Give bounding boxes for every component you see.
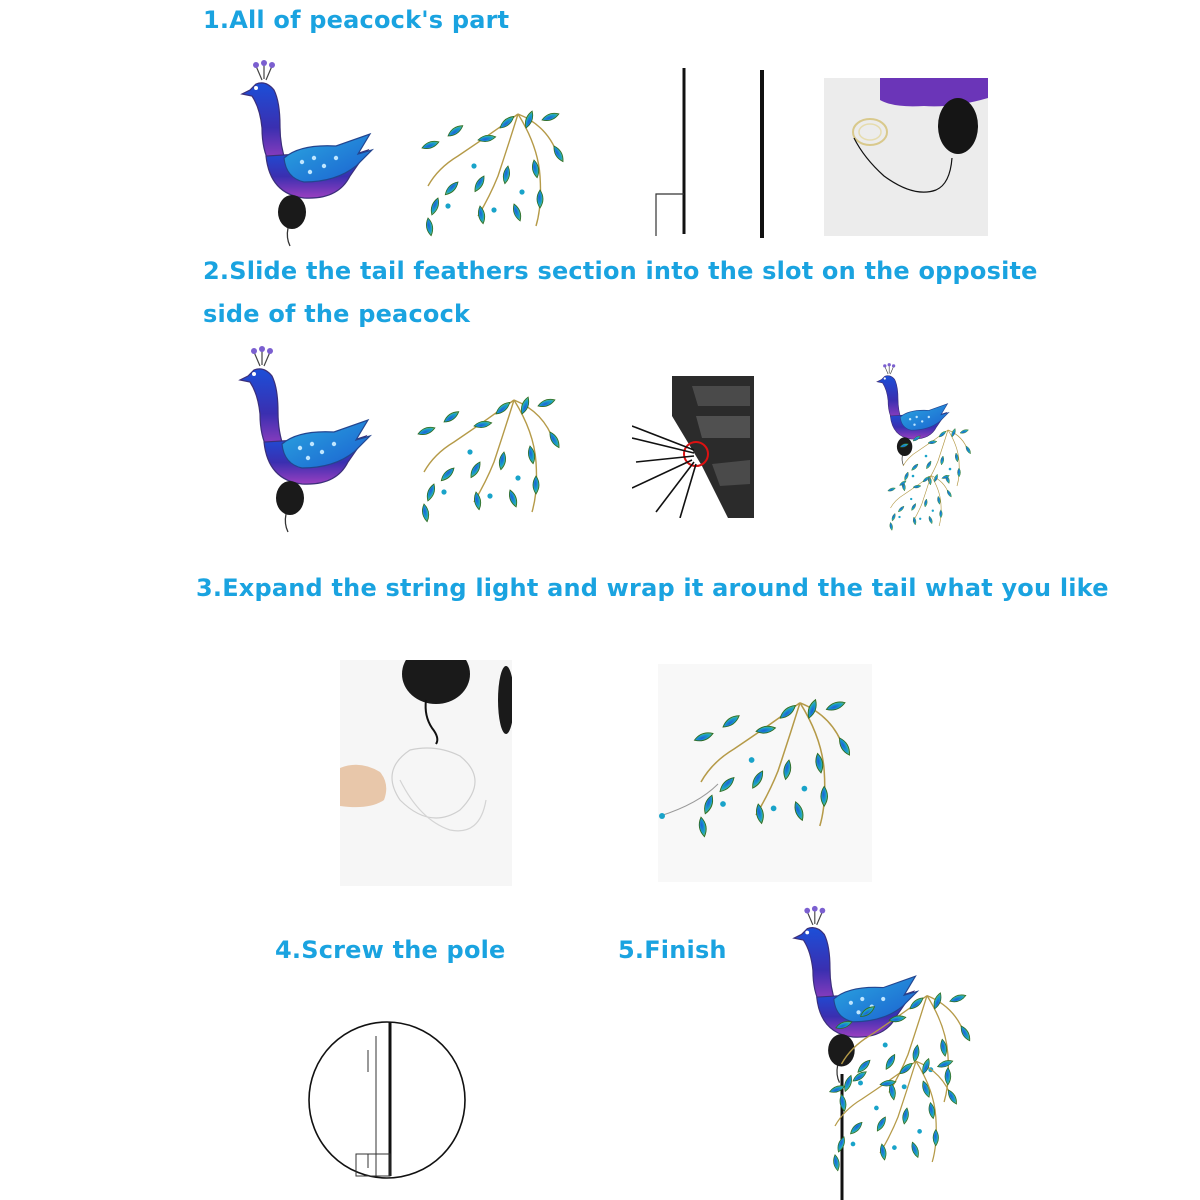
assembled-peacock-small-icon	[876, 362, 974, 544]
peacock-body-icon	[240, 58, 380, 248]
step-2-heading-line-1: 2.Slide the tail feathers section into the slot on the opposite	[203, 257, 1038, 285]
step-1-heading: 1.All of peacock's part	[203, 6, 510, 34]
step-3-heading: 3.Expand the string light and wrap it around the tail what you like	[196, 574, 1109, 602]
assembled-peacock-finish-icon	[792, 904, 982, 1200]
stake-pole-icon	[650, 66, 780, 241]
solar-light-photo	[824, 78, 988, 236]
wrapped-tail-photo	[658, 664, 872, 882]
screw-pole-icon	[304, 1016, 470, 1184]
string-light-photo	[340, 660, 512, 886]
string-light-icon	[340, 660, 512, 886]
solar-light-icon	[824, 78, 988, 236]
wrapped-tail-icon	[658, 664, 872, 882]
step-2-heading-line-2: side of the peacock	[203, 300, 471, 328]
step-4-heading: 4.Screw the pole	[275, 936, 506, 964]
slot-closeup-photo	[632, 376, 754, 518]
slot-closeup-icon	[632, 376, 754, 518]
step-5-heading: 5.Finish	[618, 936, 727, 964]
tail-feathers-icon	[418, 106, 568, 240]
tail-feathers-step2-icon	[414, 392, 564, 526]
peacock-body-step2-icon	[238, 344, 378, 538]
